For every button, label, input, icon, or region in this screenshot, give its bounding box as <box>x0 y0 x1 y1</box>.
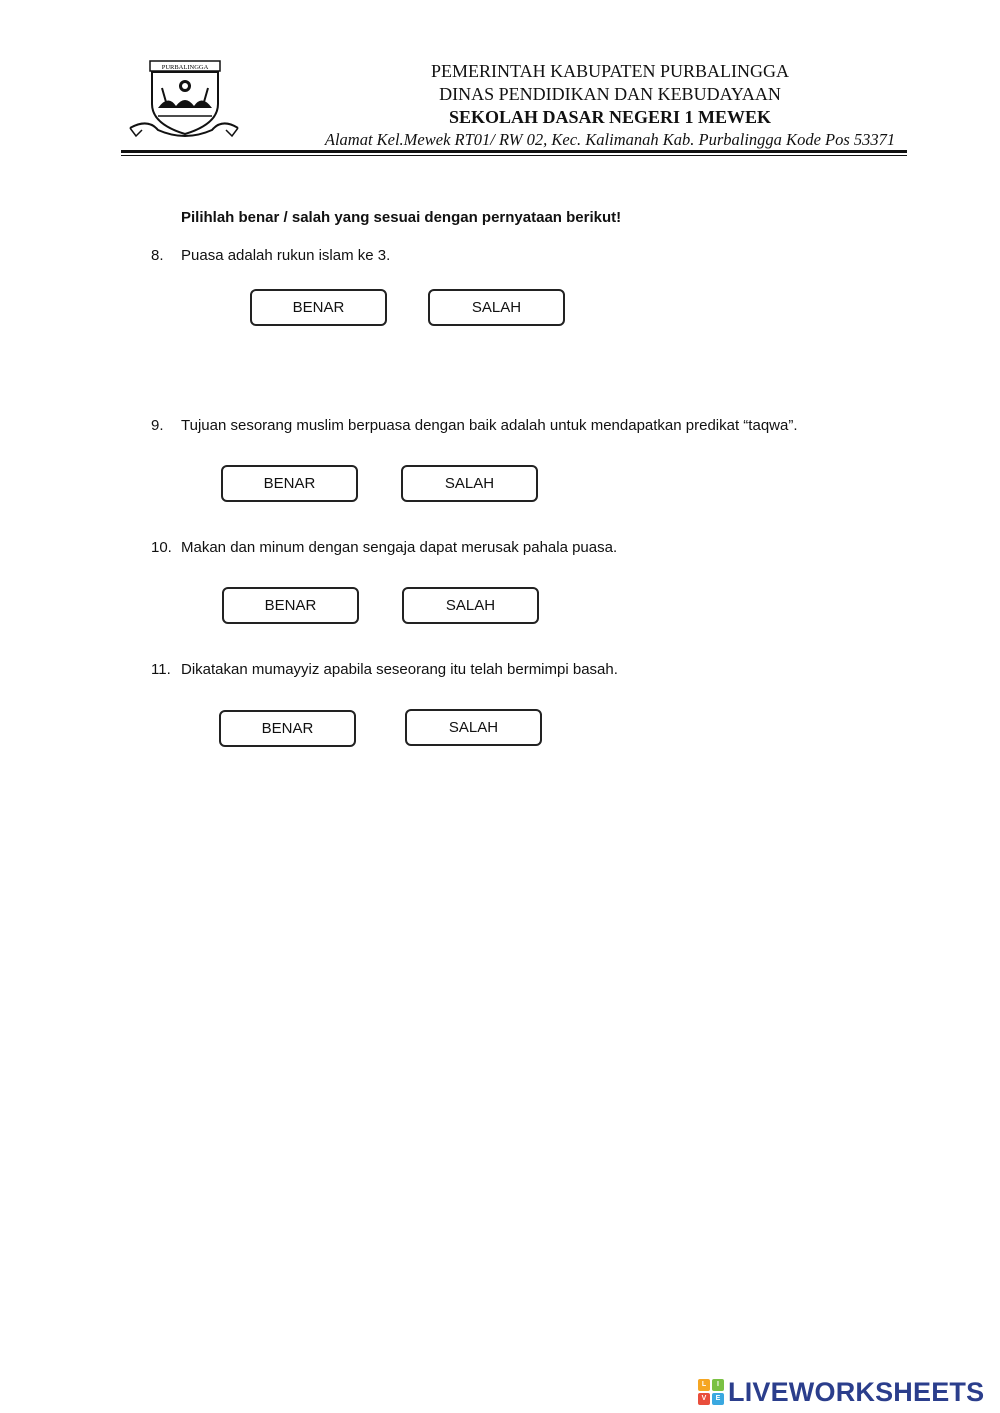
brand-blocks-icon <box>698 1379 724 1405</box>
brand-block: I <box>712 1379 724 1391</box>
q9-salah-button[interactable]: SALAH <box>401 465 538 502</box>
question-text: Tujuan sesorang muslim berpuasa dengan baik adalah untuk mendapatkan predikat “taqwa”. <box>181 417 798 434</box>
liveworksheets-brand <box>698 1378 984 1406</box>
question-number: 9. <box>151 417 164 434</box>
brand-text: LIVEWORKSHEETS <box>728 1376 985 1407</box>
question-number: 10. <box>151 539 172 556</box>
header-line-department: DINAS PENDIDIKAN DAN KEBUDAYAAN <box>439 84 781 104</box>
q11-salah-button[interactable]: SALAH <box>405 709 542 746</box>
emblem-label: PURBALINGGA <box>161 64 209 71</box>
brand-block: V <box>698 1393 710 1405</box>
header-line-government: PEMERINTAH KABUPATEN PURBALINGGA <box>431 61 789 81</box>
letterhead-divider-thin <box>121 155 907 156</box>
q11-benar-button[interactable]: BENAR <box>219 710 356 747</box>
brand-block: L <box>698 1379 710 1391</box>
question-text: Makan dan minum dengan sengaja dapat merusak pahala puasa. <box>181 539 618 556</box>
instruction-text: Pilihlah benar / salah yang sesuai dengan pernyataan berikut! <box>181 209 622 226</box>
q8-salah-button[interactable]: SALAH <box>428 289 565 326</box>
question-number: 11. <box>151 661 171 678</box>
question-text: Dikatakan mumayyiz apabila seseorang itu telah bermimpi basah. <box>181 661 618 678</box>
q10-salah-button[interactable]: SALAH <box>402 587 539 624</box>
question-number: 8. <box>151 247 164 264</box>
header-address: Alamat Kel.Mewek RT01/ RW 02, Kec. Kalimanah Kab. Purbalingga Kode Pos 53371 <box>324 130 896 149</box>
q10-benar-button[interactable]: BENAR <box>222 587 359 624</box>
question-text: Puasa adalah rukun islam ke 3. <box>181 247 391 264</box>
q8-benar-button[interactable]: BENAR <box>250 289 387 326</box>
regency-emblem-logo <box>128 58 240 142</box>
letterhead-divider <box>121 150 907 153</box>
q9-benar-button[interactable]: BENAR <box>221 465 358 502</box>
brand-block: E <box>712 1393 724 1405</box>
header-line-school: SEKOLAH DASAR NEGERI 1 MEWEK <box>448 107 772 127</box>
